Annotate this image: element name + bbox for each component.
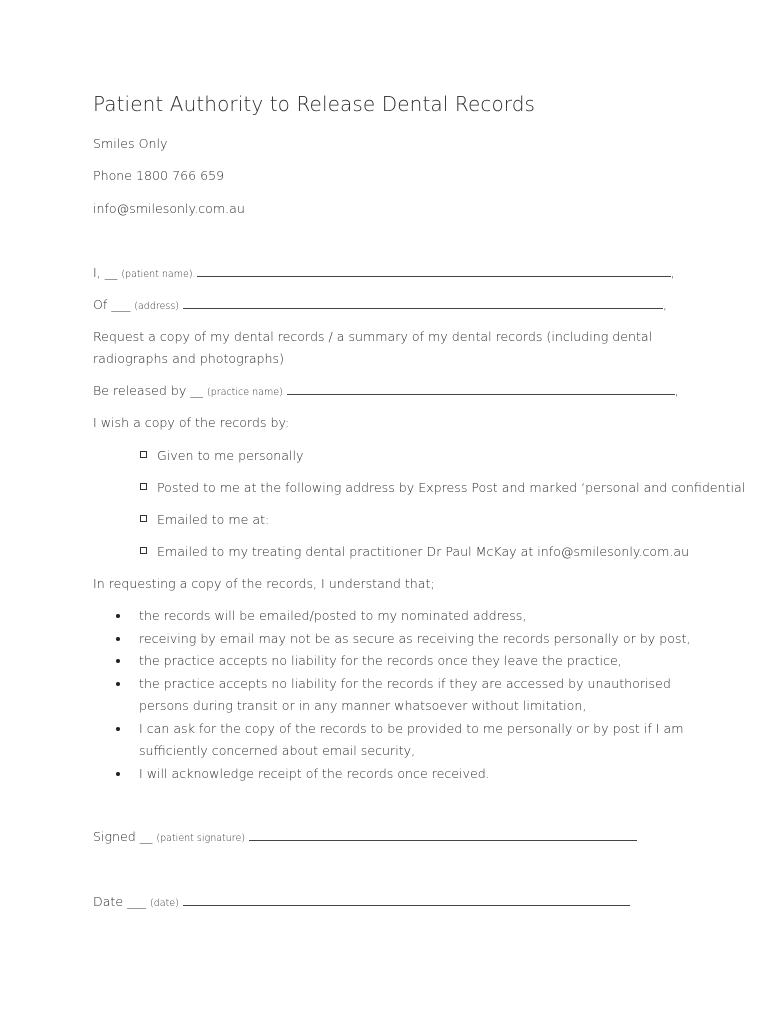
- signature-line[interactable]: [249, 829, 637, 841]
- bullet-icon: [116, 727, 120, 731]
- option-posted[interactable]: [140, 480, 745, 495]
- bullet-icon: [116, 659, 120, 663]
- list-item: the practice accepts no liability for the records if they are accessed by unauthorised persons during transit or in any manner whatsoever without limitation,: [116, 673, 716, 718]
- patient-name-field[interactable]: [93, 265, 675, 280]
- practice-phone: Phone 1800 766 659: [93, 168, 225, 183]
- checkbox-icon[interactable]: [140, 483, 147, 490]
- conditions-list: [116, 605, 716, 785]
- patient-name-hint: (patient name): [121, 269, 193, 280]
- list-item: I can ask for the copy of the records to be provided to me personally or by post if I am sufficiently concerned about email security,: [116, 718, 716, 763]
- address-hint: (address): [134, 301, 180, 312]
- signature-field[interactable]: [93, 829, 637, 844]
- released-by-line[interactable]: [287, 383, 675, 395]
- option-emailed-to-me[interactable]: [140, 512, 269, 527]
- address-prefix: Of ___: [93, 297, 131, 312]
- released-by-prefix: Be released by __: [93, 383, 203, 398]
- released-by-hint: (practice name): [206, 387, 283, 398]
- date-line[interactable]: [183, 894, 630, 906]
- bullet-icon: [116, 637, 120, 641]
- signature-hint: (patient signature): [156, 833, 246, 844]
- address-line[interactable]: [183, 297, 663, 309]
- wish-heading: I wish a copy of the records by:: [93, 415, 290, 430]
- bullet-icon: [116, 682, 120, 686]
- checkbox-icon[interactable]: [140, 515, 147, 522]
- patient-name-prefix: I, __: [93, 265, 118, 280]
- list-item: receiving by email may not be as secure as receiving the records personally or by post,: [116, 628, 716, 651]
- bullet-icon: [116, 614, 120, 618]
- released-by-suffix: ,: [674, 383, 679, 398]
- date-prefix: Date ___: [93, 894, 146, 909]
- option-label: Emailed to me at:: [157, 512, 270, 527]
- patient-name-line[interactable]: [197, 265, 671, 277]
- list-item: the practice accepts no liability for the records once they leave the practice,: [116, 650, 716, 673]
- option-label: Given to me personally: [157, 448, 304, 463]
- option-label: Emailed to my treating dental practitioner Dr Paul McKay at info@smilesonly.com.au: [157, 544, 690, 559]
- practice-email: info@smilesonly.com.au: [93, 201, 245, 216]
- bullet-icon: [116, 772, 120, 776]
- list-item: I will acknowledge receipt of the records once received.: [116, 763, 716, 786]
- date-hint: (date): [150, 898, 179, 909]
- option-label: Posted to me at the following address by Express Post and marked ‘personal and confidential: [157, 480, 746, 495]
- released-by-field[interactable]: [93, 383, 679, 398]
- list-item: the records will be emailed/posted to my nominated address,: [116, 605, 716, 628]
- option-emailed-practitioner[interactable]: [140, 544, 689, 559]
- checkbox-icon[interactable]: [140, 547, 147, 554]
- signature-prefix: Signed __: [93, 829, 153, 844]
- address-suffix: ,: [663, 297, 668, 312]
- understand-heading: In requesting a copy of the records, I understand that;: [93, 576, 435, 591]
- request-text: Request a copy of my dental records / a summary of my dental records (including dental radiographs and photographs): [93, 329, 653, 366]
- option-given-personally[interactable]: [140, 448, 303, 463]
- practice-name: Smiles Only: [93, 136, 168, 151]
- checkbox-icon[interactable]: [140, 451, 147, 458]
- address-field[interactable]: [93, 297, 667, 312]
- page-title: Patient Authority to Release Dental Records: [93, 92, 536, 116]
- date-field[interactable]: [93, 894, 630, 909]
- patient-name-suffix: ,: [670, 265, 675, 280]
